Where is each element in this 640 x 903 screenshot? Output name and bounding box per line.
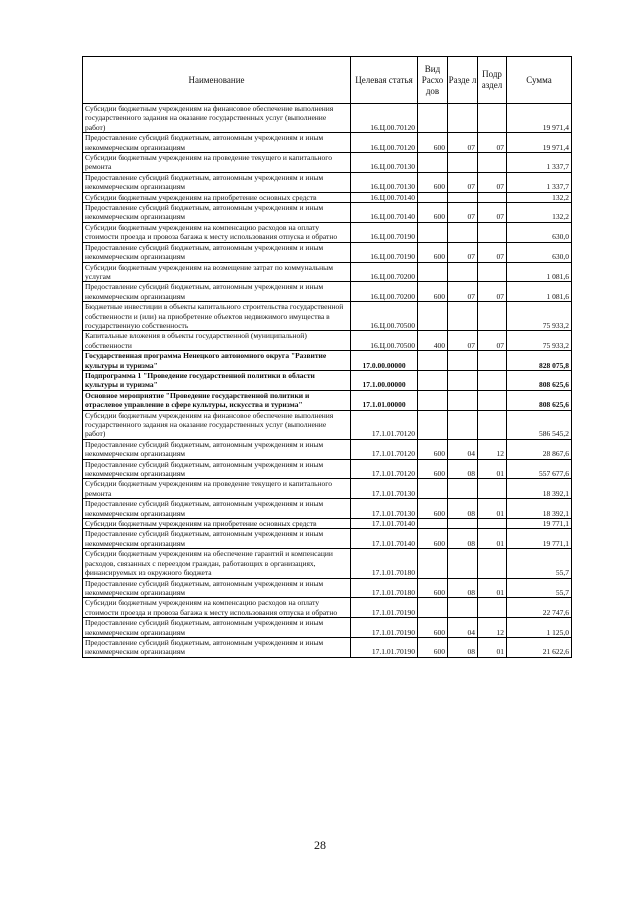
- table-row: [83, 192, 572, 202]
- table-body: [83, 104, 572, 658]
- cell-name: Предоставление субсидий бюджетным, автономным учреждениям и иным некоммерческим организациям: [83, 637, 351, 657]
- cell-podr: [478, 479, 507, 499]
- cell-podr: [478, 598, 507, 618]
- cell-razd: [448, 222, 478, 242]
- cell-podr: [478, 351, 507, 371]
- table-row: [83, 172, 572, 192]
- cell-sum: 630,0: [507, 242, 572, 262]
- cell-vid: 600: [418, 439, 448, 459]
- page-number: 28: [314, 838, 326, 852]
- table-row: [83, 302, 572, 331]
- table-row: [83, 578, 572, 598]
- cell-podr: [478, 262, 507, 282]
- cell-vid: 600: [418, 172, 448, 192]
- cell-code: 17.1.01.70140: [351, 529, 418, 549]
- cell-podr: 07: [478, 242, 507, 262]
- cell-razd: 07: [448, 203, 478, 223]
- cell-code: 16.Ц.00.70500: [351, 331, 418, 351]
- cell-sum: 1 125,0: [507, 618, 572, 638]
- table-row: [83, 331, 572, 351]
- cell-razd: [448, 390, 478, 410]
- cell-podr: 07: [478, 172, 507, 192]
- cell-sum: 75 933,2: [507, 331, 572, 351]
- cell-podr: [478, 222, 507, 242]
- table-row: [83, 529, 572, 549]
- cell-sum: 1 337,7: [507, 172, 572, 192]
- cell-podr: [478, 302, 507, 331]
- cell-vid: 600: [418, 282, 448, 302]
- cell-code: 17.1.00.00000: [351, 370, 418, 390]
- cell-code: 17.1.01.70120: [351, 439, 418, 459]
- cell-razd: [448, 302, 478, 331]
- cell-name: Бюджетные инвестиции в объекты капитального строительства государственной собственности и (или) на приобретение объектов недвижимого имущества в государственную собственность: [83, 302, 351, 331]
- cell-vid: [418, 192, 448, 202]
- cell-name: Государственная программа Ненецкого автономного округа "Развитие культуры и туризма": [83, 351, 351, 371]
- cell-name: Предоставление субсидий бюджетным, автономным учреждениям и иным некоммерческим организациям: [83, 133, 351, 153]
- cell-razd: 07: [448, 133, 478, 153]
- cell-vid: [418, 153, 448, 173]
- cell-vid: [418, 410, 448, 439]
- cell-code: 16.Ц.00.70200: [351, 282, 418, 302]
- table-row: [83, 133, 572, 153]
- cell-podr: [478, 390, 507, 410]
- cell-code: 16.Ц.00.70140: [351, 192, 418, 202]
- cell-razd: [448, 153, 478, 173]
- cell-vid: 600: [418, 637, 448, 657]
- cell-razd: [448, 519, 478, 529]
- cell-name: Субсидии бюджетным учреждениям на приобретение основных средств: [83, 519, 351, 529]
- cell-razd: [448, 598, 478, 618]
- table-row: [83, 222, 572, 242]
- cell-sum: 19 771,1: [507, 519, 572, 529]
- cell-code: 16.Ц.00.70140: [351, 203, 418, 223]
- cell-vid: 400: [418, 331, 448, 351]
- cell-podr: 12: [478, 618, 507, 638]
- cell-name: Предоставление субсидий бюджетным, автономным учреждениям и иным некоммерческим организациям: [83, 203, 351, 223]
- cell-razd: [448, 351, 478, 371]
- table-row: [83, 618, 572, 638]
- table-row: [83, 242, 572, 262]
- cell-razd: 07: [448, 331, 478, 351]
- table-row: [83, 598, 572, 618]
- cell-code: 17.1.01.70130: [351, 499, 418, 519]
- cell-vid: [418, 104, 448, 133]
- cell-code: 17.1.01.70190: [351, 618, 418, 638]
- cell-name: Предоставление субсидий бюджетным, автономным учреждениям и иным некоммерческим организациям: [83, 459, 351, 479]
- cell-vid: [418, 351, 448, 371]
- cell-vid: [418, 479, 448, 499]
- cell-podr: [478, 153, 507, 173]
- cell-podr: 07: [478, 331, 507, 351]
- cell-name: Субсидии бюджетным учреждениям на финансовое обеспечение выполнения государственного задания на оказание государственных услуг (выполнение работ): [83, 410, 351, 439]
- cell-name: Предоставление субсидий бюджетным, автономным учреждениям и иным некоммерческим организациям: [83, 439, 351, 459]
- cell-code: 17.1.01.70180: [351, 549, 418, 578]
- cell-name: Субсидии бюджетным учреждениям на проведение текущего и капитального ремонта: [83, 479, 351, 499]
- cell-podr: [478, 410, 507, 439]
- cell-code: 16.Ц.00.70120: [351, 133, 418, 153]
- cell-razd: 07: [448, 242, 478, 262]
- cell-razd: 08: [448, 637, 478, 657]
- cell-code: 17.1.01.70120: [351, 459, 418, 479]
- cell-vid: [418, 519, 448, 529]
- cell-name: Субсидии бюджетным учреждениям на финансовое обеспечение выполнения государственного задания на оказание государственных услуг (выполнение работ): [83, 104, 351, 133]
- cell-code: 17.0.00.00000: [351, 351, 418, 371]
- cell-name: Основное мероприятие "Проведение государственной политики и отраслевое управление в сфере культуры, искусства и туризма": [83, 390, 351, 410]
- table-row: [83, 439, 572, 459]
- cell-sum: 28 867,6: [507, 439, 572, 459]
- cell-code: 16.Ц.00.70500: [351, 302, 418, 331]
- cell-code: 16.Ц.00.70130: [351, 172, 418, 192]
- cell-vid: 600: [418, 242, 448, 262]
- table-row: [83, 203, 572, 223]
- cell-name: Субсидии бюджетным учреждениям на возмещение затрат по коммунальным услугам: [83, 262, 351, 282]
- cell-name: Субсидии бюджетным учреждениям на проведение текущего и капитального ремонта: [83, 153, 351, 173]
- cell-podr: 01: [478, 499, 507, 519]
- cell-code: 16.Ц.00.70190: [351, 222, 418, 242]
- cell-razd: [448, 104, 478, 133]
- cell-sum: 55,7: [507, 549, 572, 578]
- cell-code: 17.1.01.70130: [351, 479, 418, 499]
- cell-sum: 22 747,6: [507, 598, 572, 618]
- cell-vid: 600: [418, 203, 448, 223]
- cell-vid: 600: [418, 499, 448, 519]
- table-row: [83, 479, 572, 499]
- cell-razd: 07: [448, 172, 478, 192]
- table-row: [83, 104, 572, 133]
- cell-name: Предоставление субсидий бюджетным, автономным учреждениям и иным некоммерческим организациям: [83, 618, 351, 638]
- cell-podr: [478, 104, 507, 133]
- cell-code: 16.Ц.00.70200: [351, 262, 418, 282]
- cell-vid: 600: [418, 459, 448, 479]
- table-row: [83, 262, 572, 282]
- cell-razd: 08: [448, 578, 478, 598]
- cell-podr: 07: [478, 282, 507, 302]
- cell-name: Предоставление субсидий бюджетным, автономным учреждениям и иным некоммерческим организациям: [83, 172, 351, 192]
- cell-code: 17.1.01.70190: [351, 637, 418, 657]
- cell-code: 17.1.01.00000: [351, 390, 418, 410]
- cell-sum: 18 392,1: [507, 479, 572, 499]
- cell-razd: [448, 262, 478, 282]
- header-name: Наименование: [83, 57, 351, 104]
- table-row: [83, 351, 572, 371]
- cell-razd: 04: [448, 618, 478, 638]
- table-row: [83, 499, 572, 519]
- header-vid: Вид Расхо дов: [418, 57, 448, 104]
- cell-podr: 12: [478, 439, 507, 459]
- cell-name: Субсидии бюджетным учреждениям на компенсацию расходов на оплату стоимости проезда и провоза багажа к месту использования отпуска и обратно: [83, 598, 351, 618]
- table-row: [83, 519, 572, 529]
- cell-sum: 586 545,2: [507, 410, 572, 439]
- cell-podr: 01: [478, 529, 507, 549]
- cell-name: Предоставление субсидий бюджетным, автономным учреждениям и иным некоммерческим организациям: [83, 529, 351, 549]
- cell-podr: [478, 549, 507, 578]
- cell-sum: 19 771,1: [507, 529, 572, 549]
- cell-razd: [448, 370, 478, 390]
- cell-podr: 01: [478, 637, 507, 657]
- table-row: [83, 637, 572, 657]
- cell-name: Предоставление субсидий бюджетным, автономным учреждениям и иным некоммерческим организациям: [83, 242, 351, 262]
- cell-code: 17.1.01.70180: [351, 578, 418, 598]
- table-row: [83, 390, 572, 410]
- cell-name: Предоставление субсидий бюджетным, автономным учреждениям и иным некоммерческим организациям: [83, 499, 351, 519]
- cell-podr: 01: [478, 459, 507, 479]
- cell-sum: 630,0: [507, 222, 572, 242]
- cell-sum: 1 081,6: [507, 282, 572, 302]
- cell-razd: 08: [448, 499, 478, 519]
- cell-code: 17.1.01.70190: [351, 598, 418, 618]
- cell-podr: 07: [478, 133, 507, 153]
- cell-razd: 08: [448, 459, 478, 479]
- cell-sum: 132,2: [507, 203, 572, 223]
- cell-name: Подпрограмма 1 "Проведение государственной политики в области культуры и туризма": [83, 370, 351, 390]
- cell-code: 17.1.01.70140: [351, 519, 418, 529]
- cell-sum: 132,2: [507, 192, 572, 202]
- cell-sum: 19 971,4: [507, 133, 572, 153]
- cell-vid: [418, 370, 448, 390]
- cell-razd: 08: [448, 529, 478, 549]
- cell-sum: 1 337,7: [507, 153, 572, 173]
- cell-podr: 01: [478, 578, 507, 598]
- cell-name: Предоставление субсидий бюджетным, автономным учреждениям и иным некоммерческим организациям: [83, 282, 351, 302]
- cell-sum: 18 392,1: [507, 499, 572, 519]
- table-header-row: [83, 57, 572, 104]
- cell-podr: [478, 192, 507, 202]
- header-code: Целевая статья: [351, 57, 418, 104]
- cell-sum: 21 622,6: [507, 637, 572, 657]
- cell-vid: 600: [418, 578, 448, 598]
- cell-razd: 07: [448, 282, 478, 302]
- cell-sum: 808 625,6: [507, 390, 572, 410]
- table-row: [83, 410, 572, 439]
- table-row: [83, 153, 572, 173]
- cell-podr: 07: [478, 203, 507, 223]
- cell-code: 16.Ц.00.70120: [351, 104, 418, 133]
- cell-name: Субсидии бюджетным учреждениям на компенсацию расходов на оплату стоимости проезда и провоза багажа к месту использования отпуска и обратно: [83, 222, 351, 242]
- cell-vid: [418, 598, 448, 618]
- cell-name: Предоставление субсидий бюджетным, автономным учреждениям и иным некоммерческим организациям: [83, 578, 351, 598]
- cell-vid: 600: [418, 618, 448, 638]
- cell-name: Капитальные вложения в объекты государственной (муниципальной) собственности: [83, 331, 351, 351]
- table-row: [83, 459, 572, 479]
- header-sum: Сумма: [507, 57, 572, 104]
- cell-vid: [418, 222, 448, 242]
- cell-code: 16.Ц.00.70190: [351, 242, 418, 262]
- table-row: [83, 549, 572, 578]
- cell-sum: 19 971,4: [507, 104, 572, 133]
- cell-razd: 04: [448, 439, 478, 459]
- header-razd: Разде л: [448, 57, 478, 104]
- cell-name: Субсидии бюджетным учреждениям на приобретение основных средств: [83, 192, 351, 202]
- cell-vid: [418, 390, 448, 410]
- cell-sum: 75 933,2: [507, 302, 572, 331]
- cell-sum: 828 075,8: [507, 351, 572, 371]
- cell-sum: 1 081,6: [507, 262, 572, 282]
- cell-razd: [448, 410, 478, 439]
- cell-podr: [478, 519, 507, 529]
- table-row: [83, 370, 572, 390]
- cell-razd: [448, 549, 478, 578]
- cell-name: Субсидии бюджетным учреждениям на обеспечение гарантий и компенсации расходов, связанных с переездом граждан, работающих в организациях, финансируемых из окружного бюджета: [83, 549, 351, 578]
- cell-vid: [418, 302, 448, 331]
- cell-sum: 808 625,6: [507, 370, 572, 390]
- cell-sum: 557 677,6: [507, 459, 572, 479]
- cell-vid: [418, 262, 448, 282]
- cell-vid: 600: [418, 529, 448, 549]
- table-row: [83, 282, 572, 302]
- cell-sum: 55,7: [507, 578, 572, 598]
- header-podr: Подр аздел: [478, 57, 507, 104]
- cell-podr: [478, 370, 507, 390]
- cell-vid: [418, 549, 448, 578]
- budget-table: [82, 56, 572, 658]
- cell-razd: [448, 479, 478, 499]
- cell-razd: [448, 192, 478, 202]
- cell-vid: 600: [418, 133, 448, 153]
- cell-code: 16.Ц.00.70130: [351, 153, 418, 173]
- cell-code: 17.1.01.70120: [351, 410, 418, 439]
